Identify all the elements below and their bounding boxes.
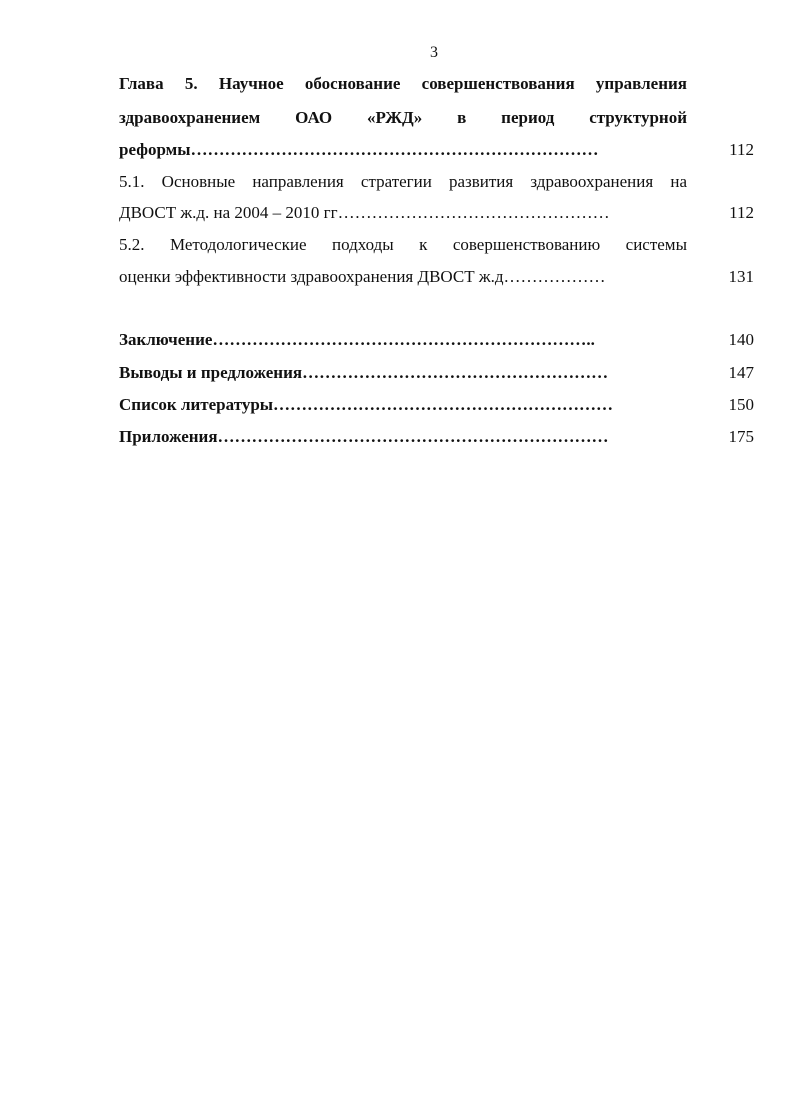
page-number: 3 [430, 44, 438, 61]
toc-chapter5-title-line1: Глава 5. Научное обоснование совершенствования управления [119, 74, 687, 93]
toc-section-5-2-page: 131 [728, 267, 754, 286]
toc-section-5-1-line2: ДВОСТ ж.д. на 2004 – 2010 гг………………………………………… [119, 203, 610, 222]
toc-section-5-2-line1: 5.2. Методологические подходы к совершенствованию системы [119, 235, 687, 254]
toc-references-page: 150 [728, 395, 754, 414]
toc-appendices-page: 175 [728, 427, 754, 446]
toc-findings: Выводы и предложения……………………………………………… [119, 363, 609, 382]
toc-chapter5-page: 112 [729, 140, 754, 159]
toc-section-5-1-page: 112 [729, 203, 754, 222]
toc-appendices: Приложения…………………………………………………………… [119, 427, 609, 446]
toc-conclusion: Заключение………………………………………………………….. [119, 330, 595, 349]
toc-findings-page: 147 [728, 363, 754, 382]
toc-section-5-2-line2: оценки эффективности здравоохранения ДВОСТ ж.д……………… [119, 267, 606, 286]
toc-chapter5-title-line3: реформы……………………………………………………………… [119, 140, 599, 159]
toc-references: Список литературы…………………………………………………… [119, 395, 614, 414]
toc-conclusion-page: 140 [728, 330, 754, 349]
toc-section-5-1-line1: 5.1. Основные направления стратегии развития здравоохранения на [119, 172, 687, 191]
toc-chapter5-title-line2: здравоохранением ОАО «РЖД» в период структурной [119, 108, 687, 127]
